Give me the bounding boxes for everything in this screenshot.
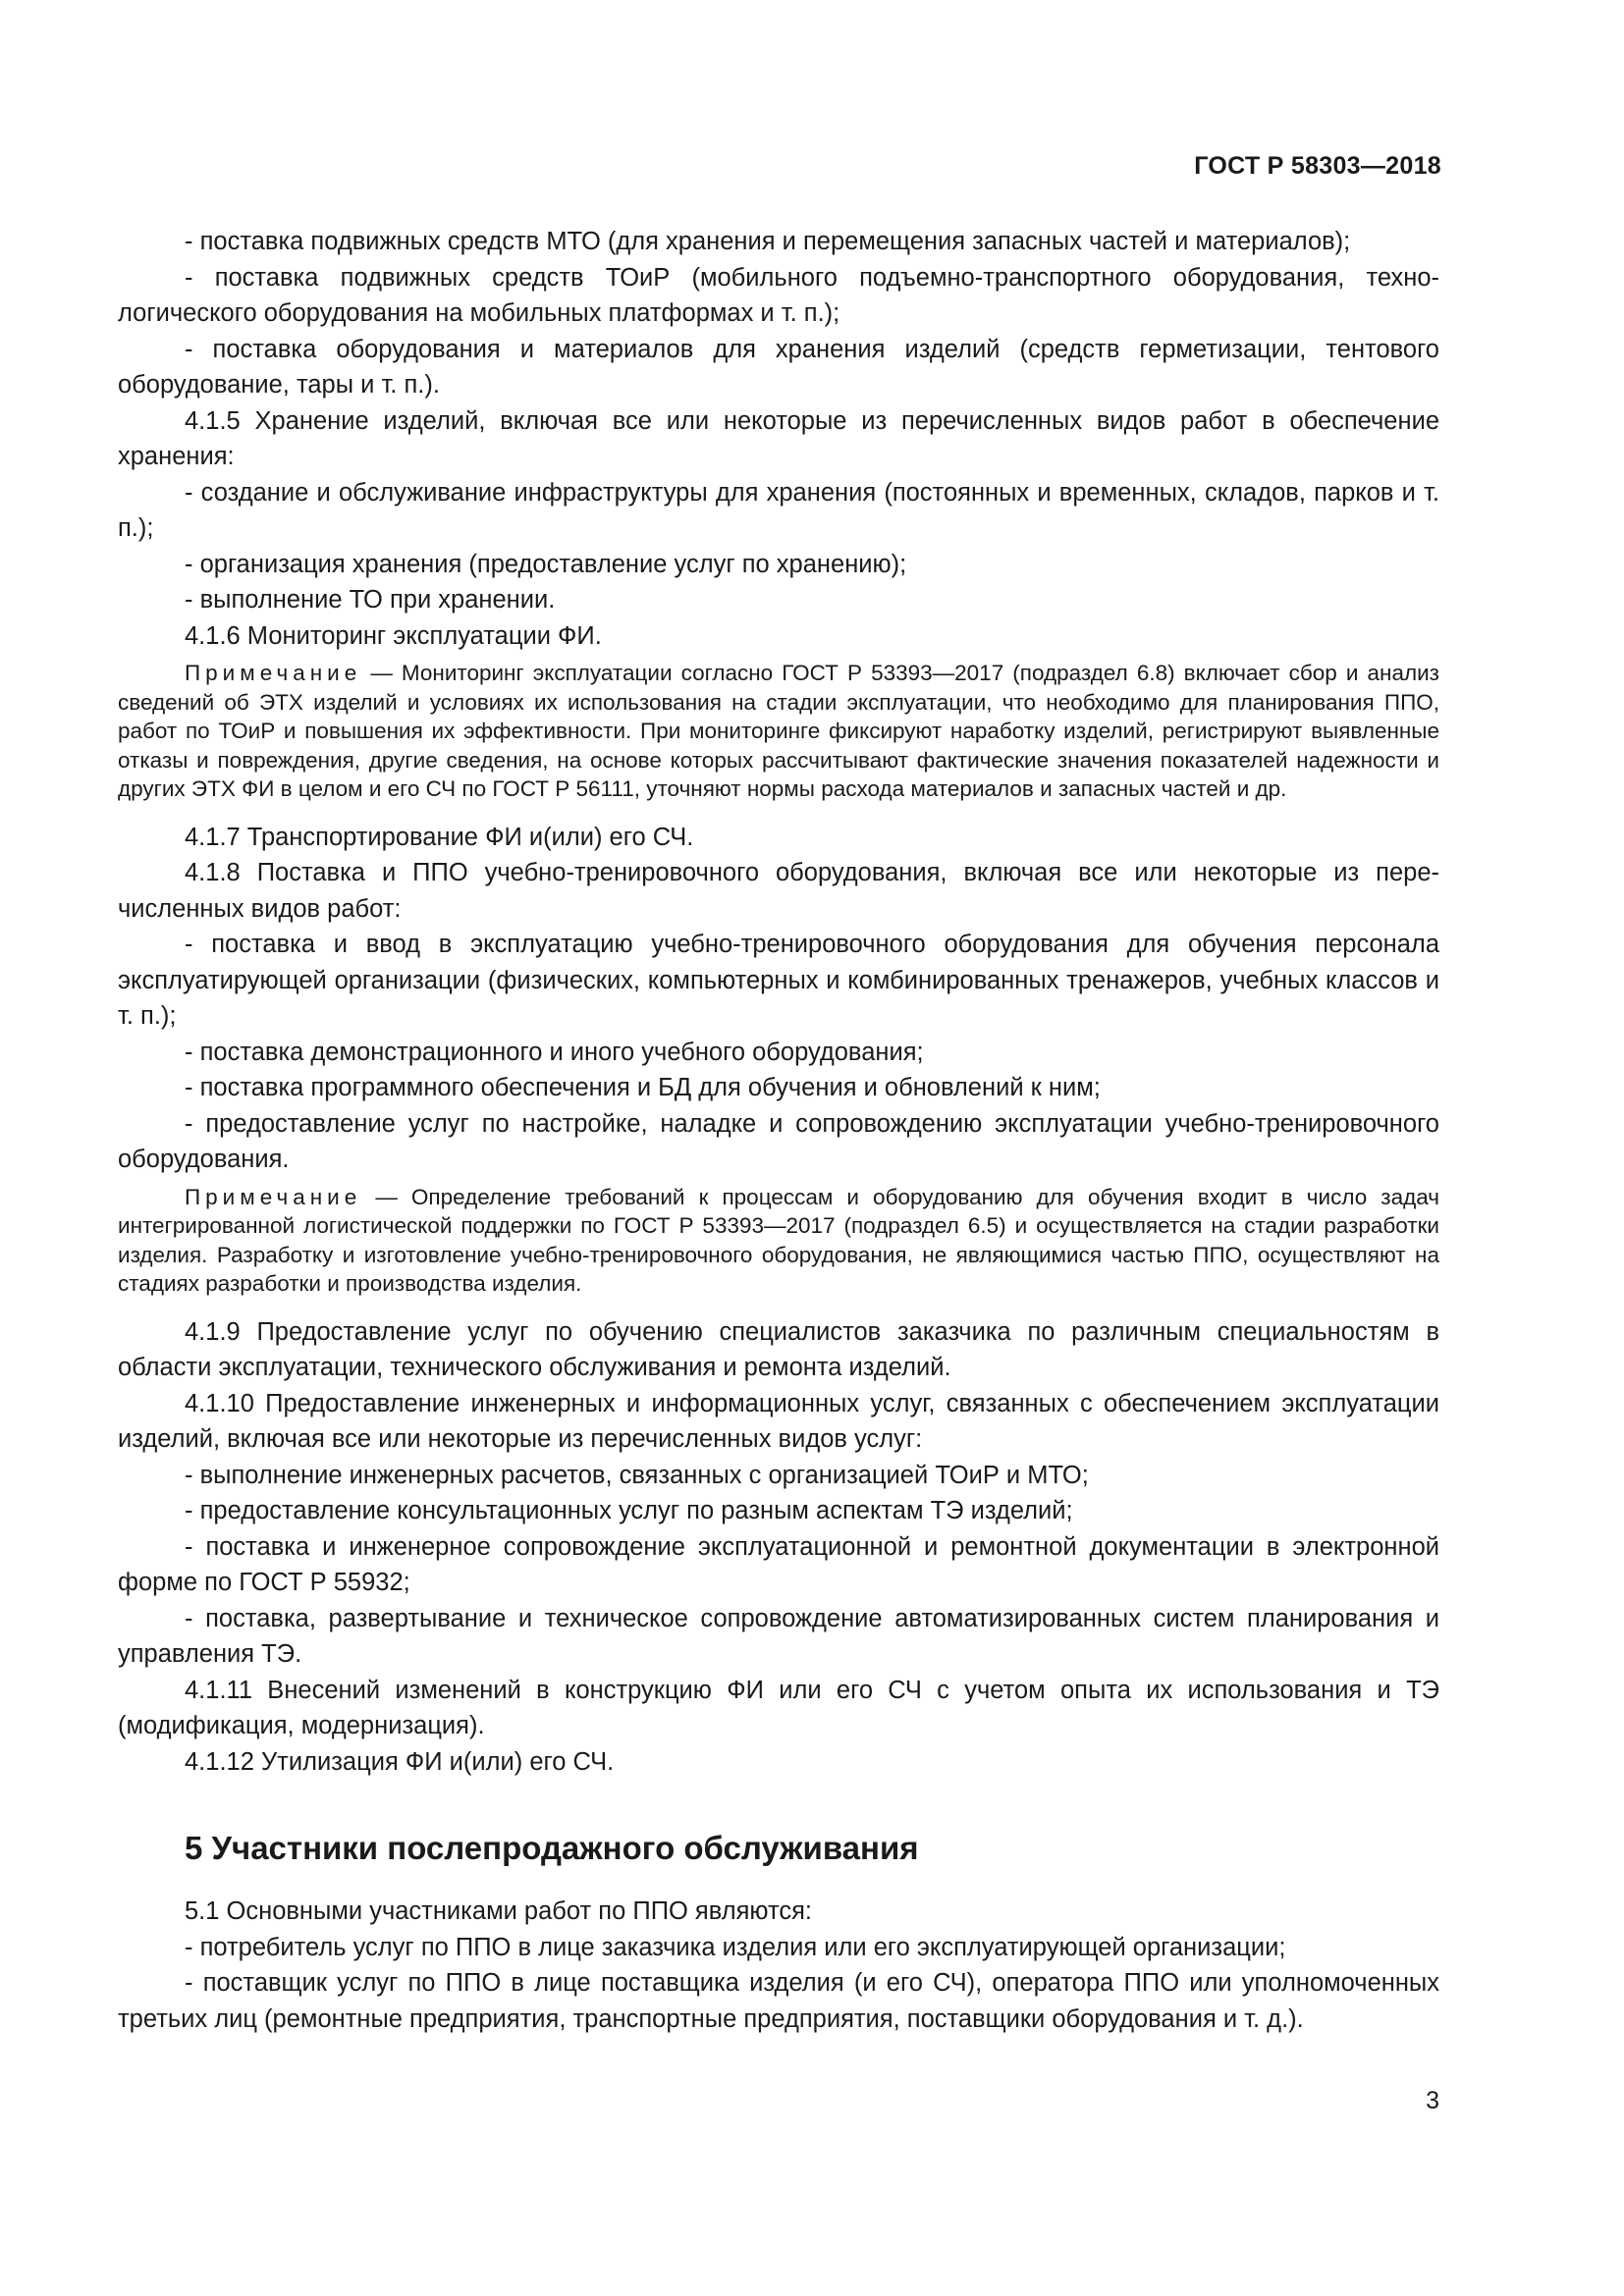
paragraph: - предоставление консультационных услуг по разным аспектам ТЭ изделий;: [185, 1497, 1073, 1524]
paragraph: 4.1.10 Предоставление инженерных и информационных услуг, связанных с обеспечением эксплуатации изделий, включая все или некоторые из перечисленных видов услуг:: [118, 1389, 1439, 1453]
note-paragraph: [118, 659, 1439, 804]
paragraph: - создание и обслуживание инфраструктуры для хранения (постоянных и временных, складов, парков и т. п.);: [118, 478, 1439, 542]
paragraph: - поставка демонстрационного и иного учебного оборудования;: [185, 1038, 924, 1066]
paragraph: - поставщик услуг по ППО в лице поставщика изделия (и его СЧ), оператора ППО или уполномоченных третьих лиц (ремонтные предприятия, транспортные предприятия, поставщики оборудования и т. д.).: [118, 1969, 1439, 2033]
paragraph: - потребитель услуг по ППО в лице заказчика изделия или его эксплуатирующей организации;: [185, 1933, 1286, 1961]
paragraph: - выполнение ТО при хранении.: [185, 586, 556, 614]
section-heading: 5 Участники послепродажного обслуживания: [185, 1830, 919, 1866]
paragraph: - поставка и ввод в эксплуатацию учебно-тренировочного оборудования для обучения персонала эксплуатирующей организации (физических, компьютерных и комбинированных тренажеров, учебных классов и т. п.);: [118, 931, 1439, 1030]
paragraph: 4.1.11 Внесений изменений в конструкцию ФИ или его СЧ с учетом опыта их использования и ТЭ (модификация, модернизация).: [118, 1676, 1439, 1739]
paragraph: 4.1.7 Транспортирование ФИ и(или) его СЧ.: [185, 823, 694, 851]
paragraph: 5.1 Основными участниками работ по ППО являются:: [185, 1897, 812, 1925]
paragraph: 4.1.12 Утилизация ФИ и(или) его СЧ.: [185, 1747, 615, 1776]
paragraph: - поставка подвижных средств МТО (для хранения и перемещения запасных частей и материалов);: [185, 228, 1351, 255]
paragraph: - организация хранения (предоставление услуг по хранению);: [185, 550, 907, 578]
paragraph: 4.1.5 Хранение изделий, включая все или некоторые из перечисленных видов работ в обеспечение хранения:: [118, 406, 1439, 470]
document-header: ГОСТ Р 58303—2018: [1194, 152, 1441, 180]
note-paragraph: [118, 1183, 1439, 1299]
paragraph: - поставка подвижных средств ТОиР (мобильного подъемно-транспортного оборудования, технологического оборудования на мобильных платформах и т. п.);: [118, 263, 1439, 327]
note-text: — Мониторинг эксплуатации согласно ГОСТ Р 53393—2017 (подраздел 6.8) включает сбор и анализ сведений об ЭТХ изделий и условиях их использования на стадии эксплуатации, что необходимо для планирования ППО, работ по ТОиР и повышения их эффективности. При мониторинге фиксируют наработку изделий, регистрируют выявленные отказы и повреждения, другие сведения, на основе которых рассчитывают фактические значения показателей надежности и других ЭТХ ФИ в целом и его СЧ по ГОСТ Р 56111, уточняют нормы расхода материалов и запасных частей и др.: [118, 661, 1439, 801]
paragraph: - предоставление услуг по настройке, наладке и сопровождению эксплуатации учебно-тренировочного оборудования.: [118, 1109, 1439, 1173]
paragraph: - поставка программного обеспечения и БД для обучения и обновлений к ним;: [185, 1074, 1101, 1101]
note-label: Примечание: [185, 1184, 362, 1209]
paragraph: - поставка, развертывание и техническое сопровождение автоматизированных систем планирования и управления ТЭ.: [118, 1604, 1439, 1668]
paragraph: - поставка и инженерное сопровождение эксплуатационной и ремонтной документации в электронной форме по ГОСТ Р 55932;: [118, 1532, 1439, 1596]
page-number: 3: [1426, 2087, 1439, 2114]
paragraph: 4.1.8 Поставка и ППО учебно-тренировочного оборудования, включая все или некоторые из перечисленных видов работ:: [118, 859, 1439, 923]
note-text: — Определение требований к процессам и оборудованию для обучения входит в число задач интегрированной логистической поддержки по ГОСТ Р 53393—2017 (подраздел 6.5) и осуществляется на стадии разработки изделия. Разработку и изготовление учебно-тренировочного оборудования, не являющимися частью ППО, осуществляют на стадиях разработки и производства изделия.: [118, 1184, 1439, 1296]
paragraph: 4.1.6 Мониторинг эксплуатации ФИ.: [185, 621, 602, 650]
document-body: [118, 224, 1439, 2037]
paragraph: - выполнение инженерных расчетов, связанных с организацией ТОиР и МТО;: [185, 1461, 1089, 1489]
note-label: Примечание: [185, 661, 362, 685]
paragraph: - поставка оборудования и материалов для хранения изделий (средств герметизации, тентового оборудование, тары и т. п.).: [118, 335, 1439, 399]
paragraph: 4.1.9 Предоставление услуг по обучению специалистов заказчика по различным специальностям в области эксплуатации, технического обслуживания и ремонта изделий.: [118, 1317, 1439, 1381]
